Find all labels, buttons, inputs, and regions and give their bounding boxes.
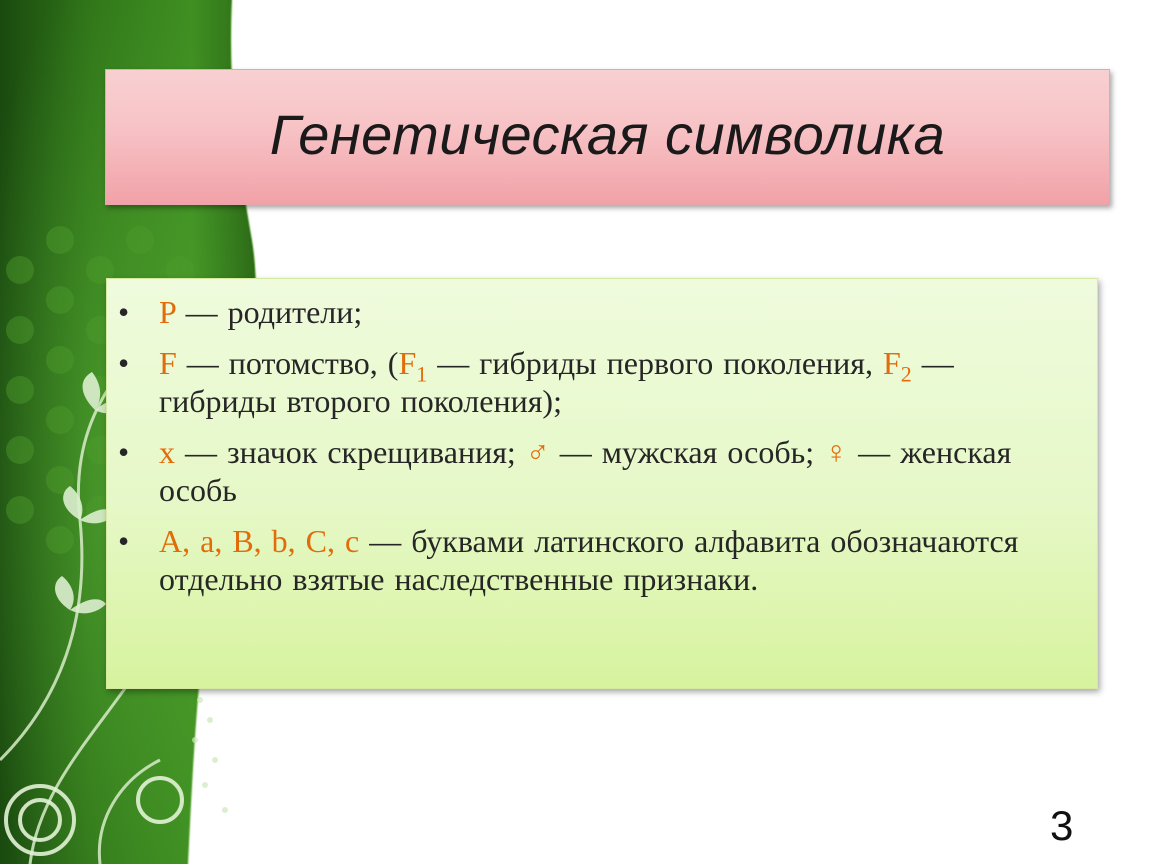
content-box [106, 278, 1098, 689]
female-symbol-icon: ♀ [824, 434, 849, 470]
list-item [107, 344, 1097, 420]
symbol-f1 [398, 345, 428, 387]
title-box [105, 69, 1110, 205]
cross-symbol: x [159, 434, 175, 470]
symbol-letter: F [882, 345, 901, 381]
bullet-text: — гибриды первого поколения, [427, 345, 883, 381]
bullet-text: — гибриды второго поколения); [159, 345, 954, 419]
list-item [107, 293, 1097, 331]
bullet-text: — буквами латинского алфавита обозначаются отдельно взятые наследственные признаки. [159, 523, 1019, 597]
bullet-text: — значок скрещивания; [175, 434, 526, 470]
symbol-f: F [159, 345, 177, 381]
bullet-marker: • [118, 523, 130, 559]
symbol-subscript: 2 [900, 361, 912, 387]
symbol-f2 [882, 345, 912, 387]
allele-letters: A, a, B, b, C, c [159, 523, 360, 559]
list-item [107, 522, 1097, 598]
bullet-text: — женская особь [159, 434, 1012, 508]
page-number: 3 [1050, 802, 1074, 849]
bullet-text: — мужская особь; [549, 434, 825, 470]
bullet-text: — потомство, ( [176, 345, 399, 381]
symbol-p: P [159, 294, 176, 330]
bullet-marker: • [118, 294, 130, 330]
bullet-marker: • [118, 345, 130, 381]
bullet-text: — родители; [175, 294, 363, 330]
slide-title: Генетическая символика [269, 102, 946, 166]
bullet-list [107, 293, 1097, 611]
symbol-letter: F [398, 345, 417, 381]
male-symbol-icon: ♂ [525, 434, 550, 470]
symbol-subscript: 1 [416, 361, 428, 387]
bullet-marker: • [118, 434, 130, 470]
list-item [107, 433, 1097, 509]
